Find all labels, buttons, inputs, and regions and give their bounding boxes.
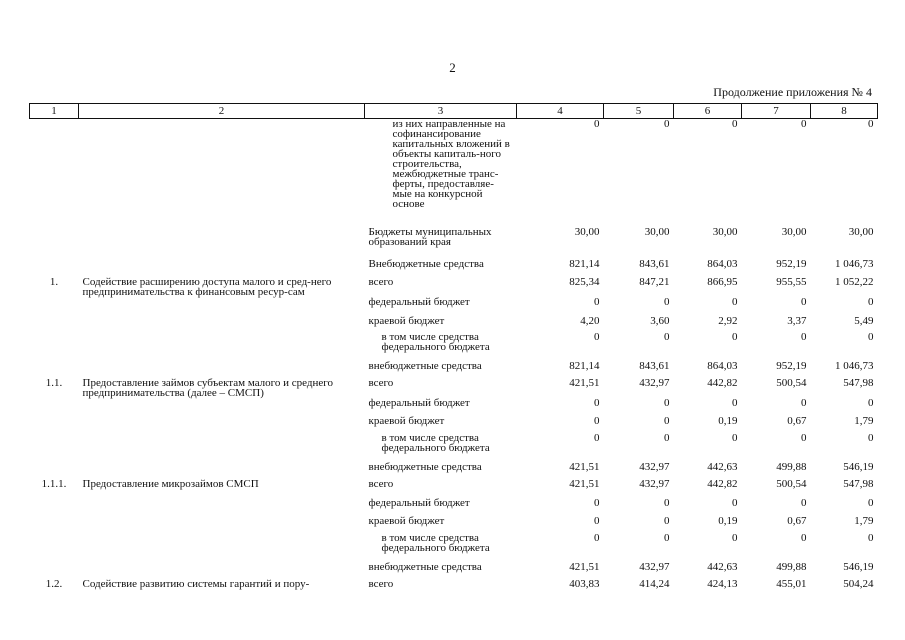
value-year-4: 499,88 xyxy=(776,460,807,473)
table-row xyxy=(30,316,878,332)
value-year-1: 4,20 xyxy=(580,314,600,327)
value-year-2: 0 xyxy=(664,330,670,343)
table-body xyxy=(30,119,878,596)
table-row xyxy=(30,579,878,596)
header-row xyxy=(30,104,878,119)
value-year-3: 424,13 xyxy=(707,577,738,590)
measure-name xyxy=(79,462,365,479)
value-year-3: 0 xyxy=(732,531,738,544)
value-year-3: 0 xyxy=(732,396,738,409)
row-number xyxy=(30,562,79,579)
value-year-5: 0 xyxy=(868,295,874,308)
value-year-1: 0 xyxy=(594,118,600,130)
value-year-3: 0 xyxy=(732,496,738,509)
table-header xyxy=(30,104,878,119)
measure-name xyxy=(79,361,365,378)
row-number xyxy=(30,119,79,227)
value-year-2: 432,97 xyxy=(639,477,670,490)
value-year-1: 821,14 xyxy=(569,359,600,372)
table-row xyxy=(30,516,878,533)
value-year-3: 442,63 xyxy=(707,560,738,573)
measure-name xyxy=(79,516,365,533)
funding-source: из них направленные на софинансирование капитальных вложений в объекты капиталь-ного строительства, межбюджетные транс-ферты, предоставляе-мые на конкурсной основе xyxy=(392,118,510,210)
value-year-2: 432,97 xyxy=(639,560,670,573)
table-row xyxy=(30,332,878,361)
value-year-1: 825,34 xyxy=(569,275,600,288)
table-row xyxy=(30,416,878,433)
value-year-4: 0 xyxy=(801,295,807,308)
value-year-1: 421,51 xyxy=(569,477,600,490)
value-year-2: 0 xyxy=(664,431,670,444)
value-year-2: 0 xyxy=(664,496,670,509)
value-year-2: 0 xyxy=(664,414,670,427)
value-year-1: 0 xyxy=(594,531,600,544)
row-number xyxy=(30,297,79,316)
measure-name: Предоставление микрозаймов СМСП xyxy=(82,477,259,490)
value-year-1: 0 xyxy=(594,414,600,427)
value-year-3: 442,82 xyxy=(707,477,738,490)
row-number xyxy=(30,332,79,361)
value-year-3: 864,03 xyxy=(707,257,738,270)
value-year-2: 0 xyxy=(664,531,670,544)
value-year-3: 0,19 xyxy=(718,514,738,527)
row-number xyxy=(30,498,79,516)
value-year-5: 5,49 xyxy=(854,314,874,327)
value-year-5: 1,79 xyxy=(854,514,874,527)
value-year-4: 455,01 xyxy=(776,577,807,590)
value-year-3: 0 xyxy=(732,330,738,343)
value-year-5: 546,19 xyxy=(843,460,874,473)
header-col-3: 3 xyxy=(365,104,517,119)
value-year-5: 0 xyxy=(868,431,874,444)
header-col-1: 1 xyxy=(30,104,79,119)
table-row xyxy=(30,479,878,498)
value-year-3: 0,19 xyxy=(718,414,738,427)
value-year-3: 2,92 xyxy=(718,314,738,327)
value-year-5: 1 046,73 xyxy=(835,359,874,372)
value-year-1: 0 xyxy=(594,396,600,409)
measure-name xyxy=(79,498,365,516)
table-row xyxy=(30,361,878,378)
value-year-5: 1 052,22 xyxy=(835,275,874,288)
funding-source: федеральный бюджет xyxy=(368,396,470,409)
funding-source: в том числе средства федерального бюджета xyxy=(381,431,490,454)
table-row xyxy=(30,562,878,579)
row-number xyxy=(30,533,79,562)
measure-name: Содействие развитию системы гарантий и пору- xyxy=(82,577,310,590)
value-year-2: 0 xyxy=(664,118,670,130)
header-col-5: 5 xyxy=(604,104,674,119)
row-number xyxy=(30,316,79,332)
measure-name xyxy=(79,398,365,416)
budget-table xyxy=(29,103,878,596)
value-year-3: 864,03 xyxy=(707,359,738,372)
value-year-1: 421,51 xyxy=(569,376,600,389)
page-number: 2 xyxy=(449,60,456,75)
value-year-1: 30,00 xyxy=(574,225,600,238)
header-col-7: 7 xyxy=(742,104,811,119)
row-number xyxy=(30,227,79,259)
value-year-4: 0 xyxy=(801,496,807,509)
value-year-4: 500,54 xyxy=(776,376,807,389)
value-year-4: 955,55 xyxy=(776,275,807,288)
measure-name xyxy=(79,416,365,433)
header-col-4: 4 xyxy=(517,104,604,119)
table-row xyxy=(30,462,878,479)
value-year-5: 1 046,73 xyxy=(835,257,874,270)
value-year-5: 546,19 xyxy=(843,560,874,573)
value-year-4: 952,19 xyxy=(776,359,807,372)
funding-source: Внебюджетные средства xyxy=(368,257,484,270)
appendix-caption: Продолжение приложения № 4 xyxy=(713,85,872,99)
funding-source: внебюджетные средства xyxy=(368,560,482,573)
value-year-1: 821,14 xyxy=(569,257,600,270)
value-year-2: 0 xyxy=(664,396,670,409)
measure-name xyxy=(79,433,365,462)
table-row xyxy=(30,378,878,398)
measure-name: Предоставление займов субъектам малого и среднего предпринимательства (далее – СМСП) xyxy=(82,376,334,399)
row-number: 1.1.1. xyxy=(41,477,67,490)
value-year-3: 0 xyxy=(732,295,738,308)
value-year-1: 0 xyxy=(594,330,600,343)
header-col-6: 6 xyxy=(674,104,742,119)
value-year-4: 499,88 xyxy=(776,560,807,573)
funding-source: краевой бюджет xyxy=(368,414,445,427)
row-number xyxy=(30,361,79,378)
value-year-1: 421,51 xyxy=(569,560,600,573)
table-row xyxy=(30,433,878,462)
measure-name xyxy=(79,316,365,332)
funding-source: в том числе средства федерального бюджета xyxy=(381,330,490,353)
value-year-1: 0 xyxy=(594,431,600,444)
funding-source: всего xyxy=(368,275,394,288)
value-year-4: 952,19 xyxy=(776,257,807,270)
value-year-2: 432,97 xyxy=(639,376,670,389)
value-year-5: 547,98 xyxy=(843,376,874,389)
row-number xyxy=(30,416,79,433)
value-year-4: 0 xyxy=(801,330,807,343)
value-year-3: 442,82 xyxy=(707,376,738,389)
row-number xyxy=(30,516,79,533)
table-row xyxy=(30,398,878,416)
measure-name xyxy=(79,332,365,361)
table-row xyxy=(30,277,878,297)
value-year-4: 30,00 xyxy=(781,225,807,238)
funding-source: всего xyxy=(368,577,394,590)
funding-source: всего xyxy=(368,477,394,490)
funding-source: всего xyxy=(368,376,394,389)
table-row xyxy=(30,533,878,562)
value-year-4: 0,67 xyxy=(787,514,807,527)
value-year-5: 0 xyxy=(868,396,874,409)
measure-name: Содействие расширению доступа малого и сред-него предпринимательства к финансовым ресур-сам xyxy=(82,275,332,298)
measure-name xyxy=(79,533,365,562)
table-row xyxy=(30,119,878,227)
row-number: 1.2. xyxy=(45,577,63,590)
funding-source: внебюджетные средства xyxy=(368,359,482,372)
row-number xyxy=(30,462,79,479)
funding-source: в том числе средства федерального бюджета xyxy=(381,531,490,554)
value-year-3: 0 xyxy=(732,431,738,444)
value-year-2: 0 xyxy=(664,295,670,308)
value-year-2: 843,61 xyxy=(639,359,670,372)
measure-name xyxy=(79,297,365,316)
header-col-8: 8 xyxy=(811,104,878,119)
table-row xyxy=(30,498,878,516)
value-year-4: 0 xyxy=(801,396,807,409)
value-year-5: 1,79 xyxy=(854,414,874,427)
measure-name xyxy=(79,227,365,259)
value-year-5: 0 xyxy=(868,330,874,343)
funding-source: Бюджеты муниципальных образований края xyxy=(368,225,492,248)
value-year-5: 0 xyxy=(868,531,874,544)
funding-source: федеральный бюджет xyxy=(368,295,470,308)
value-year-1: 403,83 xyxy=(569,577,600,590)
value-year-2: 843,61 xyxy=(639,257,670,270)
row-number xyxy=(30,398,79,416)
value-year-5: 30,00 xyxy=(848,225,874,238)
measure-name xyxy=(79,119,365,227)
table-row xyxy=(30,227,878,259)
funding-source: внебюджетные средства xyxy=(368,460,482,473)
value-year-2: 0 xyxy=(664,514,670,527)
row-number xyxy=(30,433,79,462)
value-year-2: 414,24 xyxy=(639,577,670,590)
value-year-4: 3,37 xyxy=(787,314,807,327)
funding-source: федеральный бюджет xyxy=(368,496,470,509)
value-year-4: 0 xyxy=(801,531,807,544)
value-year-4: 0 xyxy=(801,431,807,444)
funding-source: краевой бюджет xyxy=(368,514,445,527)
value-year-1: 0 xyxy=(594,295,600,308)
value-year-2: 847,21 xyxy=(639,275,670,288)
value-year-5: 504,24 xyxy=(843,577,874,590)
table-row xyxy=(30,297,878,316)
value-year-3: 0 xyxy=(732,118,738,130)
value-year-4: 0,67 xyxy=(787,414,807,427)
row-number xyxy=(30,259,79,277)
value-year-5: 0 xyxy=(868,118,874,130)
row-number: 1.1. xyxy=(45,376,63,389)
value-year-3: 30,00 xyxy=(712,225,738,238)
value-year-2: 30,00 xyxy=(644,225,670,238)
value-year-3: 866,95 xyxy=(707,275,738,288)
funding-source: краевой бюджет xyxy=(368,314,445,327)
value-year-3: 442,63 xyxy=(707,460,738,473)
value-year-2: 3,60 xyxy=(650,314,670,327)
measure-name xyxy=(79,259,365,277)
value-year-4: 500,54 xyxy=(776,477,807,490)
header-col-2: 2 xyxy=(79,104,365,119)
value-year-5: 547,98 xyxy=(843,477,874,490)
value-year-1: 0 xyxy=(594,514,600,527)
value-year-1: 421,51 xyxy=(569,460,600,473)
row-number: 1. xyxy=(49,275,59,288)
value-year-2: 432,97 xyxy=(639,460,670,473)
value-year-4: 0 xyxy=(801,118,807,130)
table-row xyxy=(30,259,878,277)
value-year-5: 0 xyxy=(868,496,874,509)
measure-name xyxy=(79,562,365,579)
value-year-1: 0 xyxy=(594,496,600,509)
